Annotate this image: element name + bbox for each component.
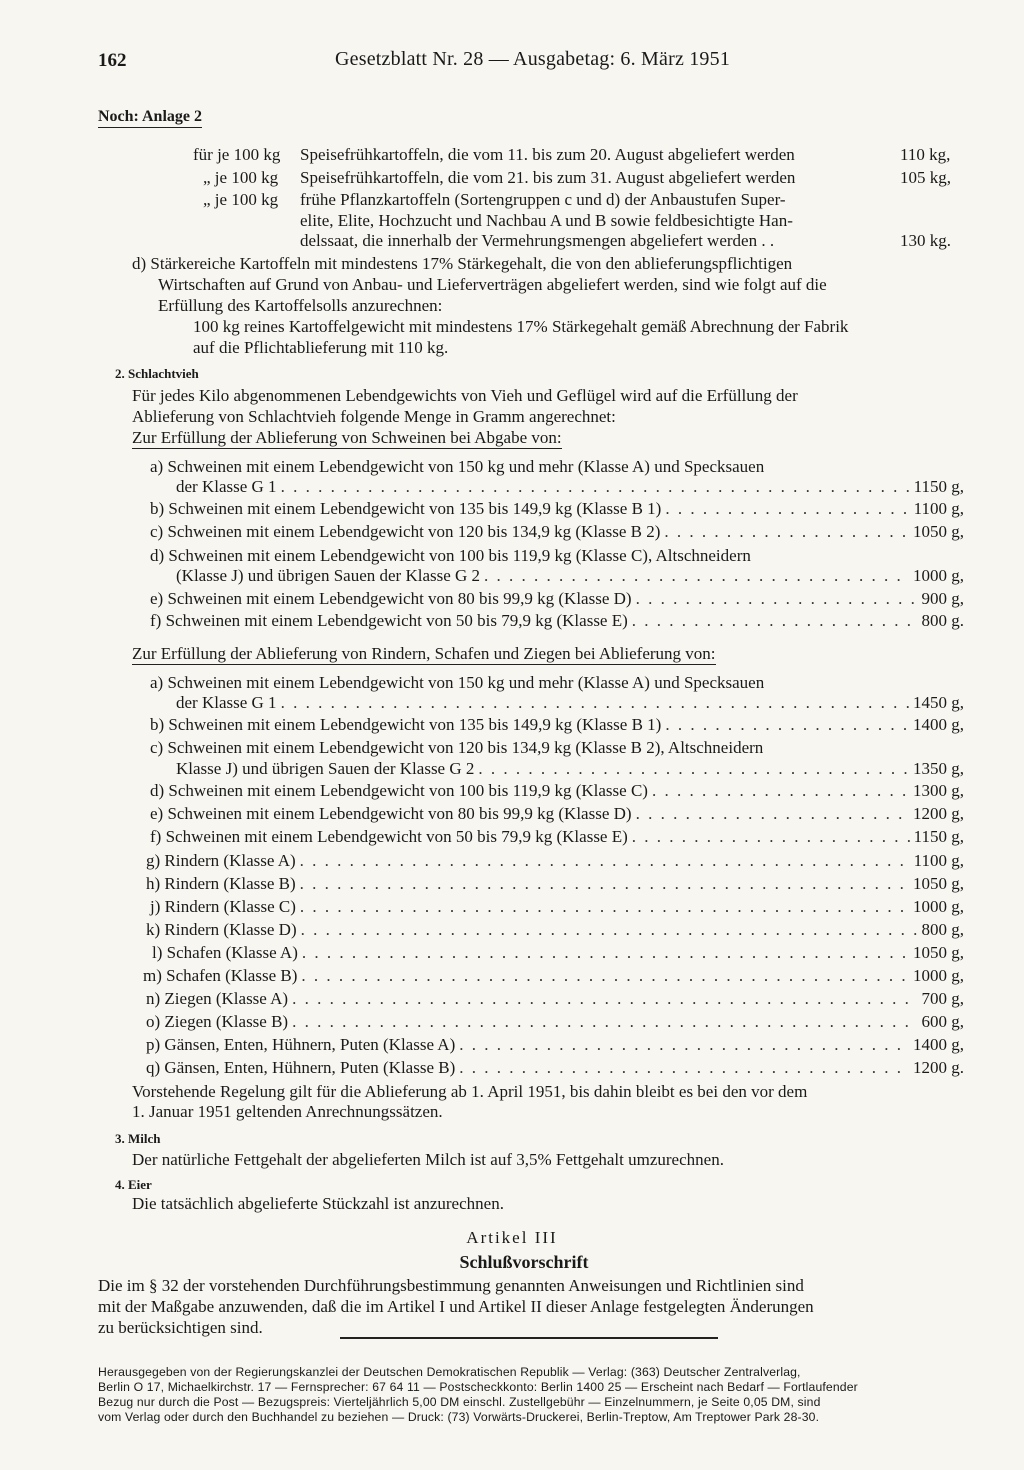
page-number: 162 bbox=[98, 50, 127, 71]
rate-label: b) Schweinen mit einem Lebendgewicht von 135 bis 149,9 kg (Klasse B 1) bbox=[150, 715, 662, 734]
rate-row bbox=[152, 942, 964, 963]
subheading-cattle: Zur Erfüllung der Ablieferung von Rindern, Schafen und Ziegen bei Ablieferung von: bbox=[132, 644, 716, 663]
rate-value: 700 g, bbox=[921, 989, 964, 1008]
gazette-header: Gesetzblatt Nr. 28 — Ausgabetag: 6. März 1951 bbox=[335, 48, 731, 70]
rate-row: c) Schweinen mit einem Lebendgewicht von 120 bis 134,9 kg (Klasse B 2), Altschneidern bbox=[150, 738, 764, 757]
annex-label: Noch: Anlage 2 bbox=[98, 108, 202, 128]
article-text: zu berücksichtigen sind. bbox=[98, 1318, 263, 1337]
rate-label: q) Gänsen, Enten, Hühnern, Puten (Klasse B) bbox=[146, 1058, 456, 1077]
article-text: Die im § 32 der vorstehenden Durchführungsbestimmung genannten Anweisungen und Richtlinien sind bbox=[98, 1276, 804, 1295]
section-heading: 3. Milch bbox=[115, 1131, 161, 1146]
rate-row bbox=[150, 714, 964, 735]
article-subtitle-text: Schlußvorschrift bbox=[459, 1252, 589, 1272]
imprint-line: Bezug nur durch die Post — Bezugspreis: Vierteljährlich 5,00 DM einschl. Zustellgebühr — Einzelnummern, je Seite 0,05 DM, sind bbox=[98, 1395, 821, 1409]
potato-line-qty: „ je 100 kg bbox=[203, 168, 279, 187]
rate-row bbox=[150, 826, 964, 847]
rate-value: 1350 g, bbox=[913, 759, 964, 778]
rate-value: 600 g, bbox=[921, 1012, 964, 1031]
section-heading: 2. Schlachtvieh bbox=[115, 366, 199, 381]
article-text: mit der Maßgabe anzuwenden, daß die im Artikel I und Artikel II dieser Anlage festgelegten Änderungen bbox=[98, 1297, 814, 1316]
rate-label: Klasse J) und übrigen Sauen der Klasse G 2 bbox=[176, 759, 475, 778]
rate-value: 1200 g. bbox=[913, 1058, 964, 1077]
potato-line-value: 105 kg, bbox=[900, 168, 951, 187]
rate-value: 1000 g, bbox=[913, 566, 964, 585]
section-text: Die tatsächlich abgelieferte Stückzahl ist anzurechnen. bbox=[132, 1194, 504, 1213]
rate-row bbox=[150, 803, 964, 824]
rate-row bbox=[150, 896, 964, 917]
rate-row bbox=[146, 873, 964, 894]
rate-value: 1100 g, bbox=[913, 499, 964, 518]
rate-label: g) Rindern (Klasse A) bbox=[146, 851, 296, 870]
starch-paragraph: d) Stärkereiche Kartoffeln mit mindestens 17% Stärkegehalt, die von den ablieferungspflichtigen bbox=[132, 254, 793, 273]
rate-value: 1150 g, bbox=[913, 827, 964, 846]
section-intro: Für jedes Kilo abgenommenen Lebendgewichts von Vieh und Geflügel wird auf die Erfüllung der bbox=[132, 386, 798, 405]
rate-row bbox=[150, 588, 964, 609]
rate-value: 1100 g, bbox=[913, 851, 964, 870]
rate-value: 1400 g, bbox=[913, 1035, 964, 1054]
rate-row bbox=[146, 850, 964, 871]
rate-value: 1050 g, bbox=[913, 874, 964, 893]
rate-row: d) Schweinen mit einem Lebendgewicht von 100 bis 119,9 kg (Klasse C), Altschneidern bbox=[150, 546, 751, 565]
rate-label: der Klasse G 1 bbox=[176, 693, 277, 712]
potato-line-value: 130 kg. bbox=[900, 231, 951, 250]
section-text: Der natürliche Fettgehalt der abgelieferten Milch ist auf 3,5% Fettgehalt umzurechnen. bbox=[132, 1150, 724, 1169]
potato-line-text: delssaat, die innerhalb der Vermehrungsmengen abgeliefert werden . . bbox=[300, 231, 775, 250]
rate-row bbox=[176, 476, 964, 497]
subheading-pigs: Zur Erfüllung der Ablieferung von Schweinen bei Abgabe von: bbox=[132, 428, 562, 447]
rate-value: 1000 g, bbox=[913, 966, 964, 985]
rate-row: a) Schweinen mit einem Lebendgewicht von 150 kg und mehr (Klasse A) und Specksauen bbox=[150, 457, 765, 476]
rate-label: o) Ziegen (Klasse B) bbox=[146, 1012, 289, 1031]
potato-line-text: elite, Elite, Hochzucht und Nachbau A und B sowie feldbesichtigte Han- bbox=[300, 211, 793, 230]
starch-paragraph: Wirtschaften auf Grund von Anbau- und Lieferverträgen abgeliefert werden, sind wie folgt auf die bbox=[158, 275, 827, 294]
starch-paragraph: 100 kg reines Kartoffelgewicht mit mindestens 17% Stärkegehalt gemäß Abrechnung der Fabrik bbox=[193, 317, 849, 336]
rate-row bbox=[176, 565, 964, 586]
rate-label: l) Schafen (Klasse A) bbox=[152, 943, 298, 962]
rate-label: der Klasse G 1 bbox=[176, 477, 277, 496]
rate-row bbox=[176, 692, 964, 713]
article-title bbox=[0, 1228, 1024, 1248]
rate-value: 1050 g, bbox=[913, 943, 964, 962]
rate-label: n) Ziegen (Klasse A) bbox=[146, 989, 289, 1008]
imprint-line: Berlin O 17, Michaelkirchstr. 17 — Fernsprecher: 67 64 11 — Postscheckkonto: Berlin 1400 25 — Erscheint nach Bedarf — Fortlaufender bbox=[98, 1380, 858, 1394]
rate-value: 1300 g, bbox=[913, 781, 964, 800]
rate-row bbox=[146, 988, 964, 1009]
rate-label: p) Gänsen, Enten, Hühnern, Puten (Klasse A) bbox=[146, 1035, 456, 1054]
rate-value: 800 g, bbox=[921, 920, 964, 939]
rate-row: a) Schweinen mit einem Lebendgewicht von 150 kg und mehr (Klasse A) und Specksauen bbox=[150, 673, 765, 692]
potato-line-qty: „ je 100 kg bbox=[203, 190, 279, 209]
article-subtitle bbox=[0, 1252, 1024, 1273]
rate-value: 1450 g, bbox=[913, 693, 964, 712]
rate-row bbox=[146, 1011, 964, 1032]
rate-label: h) Rindern (Klasse B) bbox=[146, 874, 296, 893]
rate-label: c) Schweinen mit einem Lebendgewicht von 120 bis 134,9 kg (Klasse B 2) bbox=[150, 522, 661, 541]
closing-text: Vorstehende Regelung gilt für die Ablieferung ab 1. April 1951, bis dahin bleibt es bei den vor dem bbox=[132, 1082, 808, 1101]
potato-line-qty: für je 100 kg bbox=[193, 145, 281, 164]
closing-text: 1. Januar 1951 geltenden Anrechnungssätzen. bbox=[132, 1102, 443, 1121]
rate-label: j) Rindern (Klasse C) bbox=[150, 897, 296, 916]
potato-line-value: 110 kg, bbox=[900, 145, 951, 164]
rate-row bbox=[150, 780, 964, 801]
starch-paragraph: auf die Pflichtablieferung mit 110 kg. bbox=[193, 338, 449, 357]
rate-value: 1200 g, bbox=[913, 804, 964, 823]
rate-row bbox=[146, 919, 964, 940]
rate-value: 900 g, bbox=[921, 589, 964, 608]
rate-value: 1150 g, bbox=[913, 477, 964, 496]
rate-row bbox=[150, 610, 964, 631]
rate-label: (Klasse J) und übrigen Sauen der Klasse G 2 bbox=[176, 566, 481, 585]
potato-line-text: frühe Pflanzkartoffeln (Sortengruppen c und d) der Anbaustufen Super- bbox=[300, 190, 786, 209]
rate-label: b) Schweinen mit einem Lebendgewicht von 135 bis 149,9 kg (Klasse B 1) bbox=[150, 499, 662, 518]
potato-line-text: Speisefrühkartoffeln, die vom 21. bis zum 31. August abgeliefert werden bbox=[300, 168, 796, 187]
imprint-line: vom Verlag oder durch den Buchhandel zu beziehen — Druck: (73) Vorwärts-Druckerei, Berlin-Treptow, Am Treptower Park 28-30. bbox=[98, 1410, 820, 1424]
rate-label: f) Schweinen mit einem Lebendgewicht von 50 bis 79,9 kg (Klasse E) bbox=[150, 827, 628, 846]
rate-label: m) Schafen (Klasse B) bbox=[143, 966, 298, 985]
rate-value: 1050 g, bbox=[913, 522, 964, 541]
rate-row bbox=[150, 498, 964, 519]
rate-value: 1000 g, bbox=[913, 897, 964, 916]
rate-row bbox=[150, 521, 964, 542]
rate-label: e) Schweinen mit einem Lebendgewicht von 80 bis 99,9 kg (Klasse D) bbox=[150, 589, 632, 608]
starch-paragraph: Erfüllung des Kartoffelsolls anzurechnen: bbox=[158, 296, 443, 315]
rate-label: d) Schweinen mit einem Lebendgewicht von 100 bis 119,9 kg (Klasse C) bbox=[150, 781, 648, 800]
rate-value: 800 g. bbox=[921, 611, 964, 630]
rate-row bbox=[146, 1034, 964, 1055]
section-heading: 4. Eier bbox=[115, 1177, 152, 1192]
potato-line-text: Speisefrühkartoffeln, die vom 11. bis zum 20. August abgeliefert werden bbox=[300, 145, 795, 164]
rate-row bbox=[176, 758, 964, 779]
section-intro: Ablieferung von Schlachtvieh folgende Menge in Gramm angerechnet: bbox=[132, 407, 616, 426]
article-title-text: Artikel III bbox=[466, 1228, 558, 1247]
rate-label: f) Schweinen mit einem Lebendgewicht von 50 bis 79,9 kg (Klasse E) bbox=[150, 611, 628, 630]
rate-row bbox=[143, 965, 964, 986]
rate-label: e) Schweinen mit einem Lebendgewicht von 80 bis 99,9 kg (Klasse D) bbox=[150, 804, 632, 823]
rate-value: 1400 g, bbox=[913, 715, 964, 734]
rate-row bbox=[146, 1057, 964, 1078]
imprint-line: Herausgegeben von der Regierungskanzlei der Deutschen Demokratischen Republik — Verlag: (363) Deutscher Zentralverlag, bbox=[98, 1365, 801, 1379]
divider-rule bbox=[340, 1337, 718, 1339]
rate-label: k) Rindern (Klasse D) bbox=[146, 920, 297, 939]
